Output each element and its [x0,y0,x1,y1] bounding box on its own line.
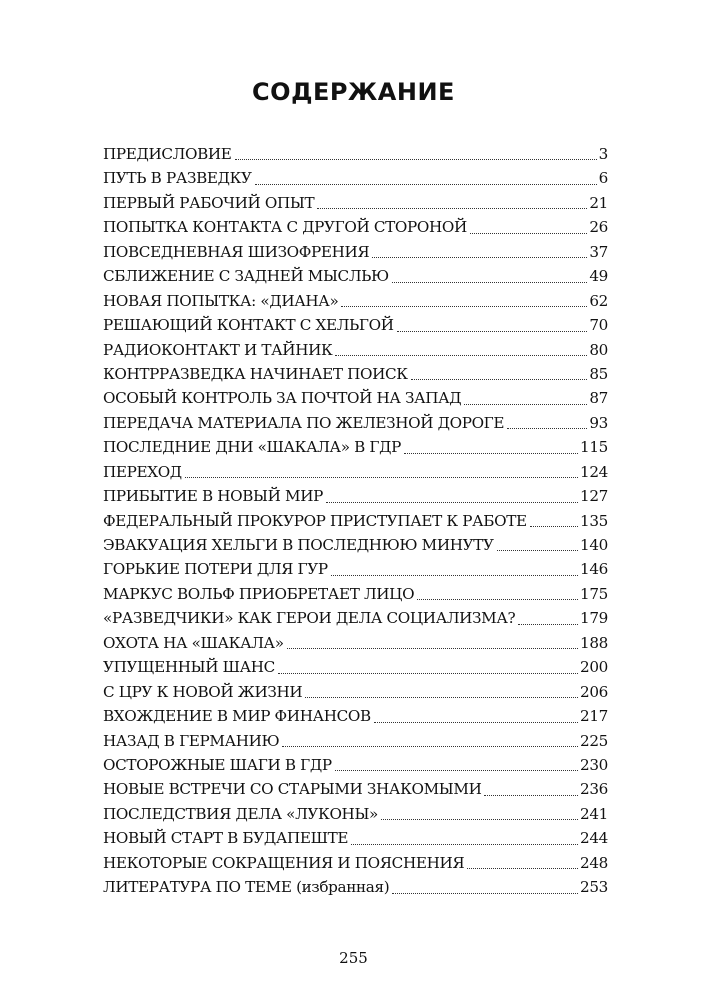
toc-entry-page: 87 [589,389,608,408]
dot-leader [392,893,578,894]
toc-entry-title: ОСОБЫЙ КОНТРОЛЬ ЗА ПОЧТОЙ НА ЗАПАД [103,389,462,408]
dot-leader [497,550,578,551]
toc-entry-title: ПОПЫТКА КОНТАКТА С ДРУГОЙ СТОРОНОЙ [103,218,467,237]
dot-leader [255,184,597,185]
toc-entry[interactable] [103,411,608,435]
toc-entry-title: ВХОЖДЕНИЕ В МИР ФИНАНСОВ [103,707,371,726]
toc-entry-title: ПОСЛЕДСТВИЯ ДЕЛА «ЛУКОНЫ» [103,804,378,823]
toc-entry-page: 200 [580,658,608,677]
dot-leader [464,404,587,405]
dot-leader [381,819,578,820]
toc-entry-title: С ЦРУ К НОВОЙ ЖИЗНИ [103,682,303,701]
toc-entry-page: 135 [580,511,608,530]
toc-entry[interactable] [103,802,608,826]
toc-entry-page: 6 [598,169,608,188]
toc-entry-page: 124 [580,462,608,481]
toc-entry-page: 26 [589,218,608,237]
toc-entry-title: ПУТЬ В РАЗВЕДКУ [103,169,252,188]
toc-entry[interactable] [103,582,608,606]
toc-entry-page: 21 [589,193,608,212]
toc-entry-title: ОХОТА НА «ШАКАЛА» [103,633,284,652]
toc-entry-page: 80 [589,340,608,359]
toc-entry-page: 115 [580,438,608,457]
toc-entry[interactable] [103,386,608,410]
toc-entry[interactable] [103,533,608,557]
dot-leader [305,697,578,698]
toc-entry-page: 49 [589,267,608,286]
toc-entry-page: 140 [580,536,608,554]
toc-entry[interactable] [103,851,608,875]
toc-entry[interactable] [103,680,608,704]
dot-leader [235,159,597,160]
toc-entry-title: РАДИОКОНТАКТ И ТАЙНИК [103,340,333,359]
toc-entry-page: 217 [580,707,608,726]
toc-entry[interactable] [103,264,608,288]
toc-entry[interactable] [103,606,608,630]
dot-leader [518,624,578,625]
toc-entry-page: 248 [580,853,608,872]
toc-entry-page: 241 [580,804,608,823]
toc-entry-title: ФЕДЕРАЛЬНЫЙ ПРОКУРОР ПРИСТУПАЕТ К РАБОТЕ [103,511,527,530]
toc-entry-title: ПЕРВЫЙ РАБОЧИЙ ОПЫТ [103,193,315,212]
toc-entry[interactable] [103,826,608,850]
toc-entry-title: НОВАЯ ПОПЫТКА: «ДИАНА» [103,291,339,310]
dot-leader [397,331,588,332]
toc-entry-title: ПЕРЕДАЧА МАТЕРИАЛА ПО ЖЕЛЕЗНОЙ ДОРОГЕ [103,413,505,432]
toc-entry-title: ПРИБЫТИЕ В НОВЫЙ МИР [103,487,323,506]
toc-entry-page: 146 [580,560,608,579]
toc-entry[interactable] [103,460,608,484]
toc-entry-page: 93 [589,413,608,432]
toc-entry-page: 253 [580,878,608,897]
toc-entry[interactable] [103,240,608,264]
dot-leader [341,306,587,307]
toc-entry-page: 3 [598,145,608,163]
toc-entry-title: КОНТРРАЗВЕДКА НАЧИНАЕТ ПОИСК [103,364,408,383]
dot-leader [278,673,578,674]
toc-entry-title: «РАЗВЕДЧИКИ» КАК ГЕРОИ ДЕЛА СОЦИАЛИЗМА? [103,609,516,628]
toc-entry-title: НОВЫЕ ВСТРЕЧИ СО СТАРЫМИ ЗНАКОМЫМИ [103,780,482,799]
dot-leader [484,795,578,796]
dot-leader [287,648,578,649]
dot-leader [374,722,578,723]
dot-leader [185,477,578,478]
toc-entry-title: НОВЫЙ СТАРТ В БУДАПЕШТЕ [103,829,349,848]
dot-leader [470,233,587,234]
toc-entry[interactable] [103,753,608,777]
toc-entry[interactable] [103,704,608,728]
toc-entry[interactable] [103,435,608,459]
toc-entry-page: 206 [580,682,608,701]
toc-entry-page: 225 [580,731,608,750]
toc-entry[interactable] [103,289,608,313]
toc-entry[interactable] [103,655,608,679]
toc-entry-title: ПРЕДИСЛОВИЕ [103,145,232,163]
toc-entry-page: 179 [580,609,608,628]
dot-leader [404,453,578,454]
toc-entry[interactable] [103,557,608,581]
dot-leader [417,599,578,600]
toc-entry-title: НАЗАД В ГЕРМАНИЮ [103,731,280,750]
dot-leader [411,379,588,380]
toc-entry[interactable] [103,166,608,190]
toc-entry[interactable] [103,313,608,337]
toc-entry-title: ПОВСЕДНЕВНАЯ ШИЗОФРЕНИЯ [103,242,370,261]
toc-entry[interactable] [103,875,608,899]
dot-leader [392,282,588,283]
toc-entry[interactable] [103,729,608,753]
toc-entry-title: ЭВАКУАЦИЯ ХЕЛЬГИ В ПОСЛЕДНЮЮ МИНУТУ [103,536,494,554]
dot-leader [530,526,578,527]
dot-leader [282,746,578,747]
toc-entry[interactable] [103,631,608,655]
dot-leader [317,208,587,209]
toc-entry[interactable] [103,191,608,215]
toc-entry[interactable] [103,509,608,533]
page-number: 255 [339,949,368,967]
toc-entry-title: СБЛИЖЕНИЕ С ЗАДНЕЙ МЫСЛЬЮ [103,267,389,286]
toc-entry-title: РЕШАЮЩИЙ КОНТАКТ С ХЕЛЬГОЙ [103,316,394,335]
toc-entry[interactable] [103,484,608,508]
toc-entry-page: 37 [589,242,608,261]
toc-entry-page: 62 [589,291,608,310]
dot-leader [331,575,578,576]
toc-entry[interactable] [103,777,608,801]
toc-entry-title: ГОРЬКИЕ ПОТЕРИ ДЛЯ ГУР [103,560,328,579]
dot-leader [335,770,578,771]
toc-entry-page: 85 [589,364,608,383]
toc-entry-title: ОСТОРОЖНЫЕ ШАГИ В ГДР [103,755,332,774]
toc-entry-page: 70 [589,316,608,335]
dot-leader [351,844,578,845]
toc-entry-title: ПОСЛЕДНИЕ ДНИ «ШАКАЛА» В ГДР [103,438,401,457]
toc-entry-title: УПУЩЕННЫЙ ШАНС [103,658,275,677]
toc-entry[interactable] [103,362,608,386]
toc-entry-page: 175 [580,584,608,603]
toc-entry-page: 244 [580,829,608,848]
toc-entry-title: ЛИТЕРАТУРА ПО ТЕМЕ (избранная) [103,878,390,897]
toc-entry[interactable] [103,142,608,166]
dot-leader [372,257,587,258]
toc-entry-page: 127 [580,487,608,506]
toc-entry-page: 236 [580,780,608,799]
toc-entry[interactable] [103,338,608,362]
toc-entry[interactable] [103,215,608,239]
dot-leader [467,868,578,869]
toc-entry-page: 230 [580,755,608,774]
toc-entry-page: 188 [580,633,608,652]
dot-leader [507,428,587,429]
table-of-contents [103,142,608,900]
toc-entry-title: МАРКУС ВОЛЬФ ПРИОБРЕТАЕТ ЛИЦО [103,584,415,603]
dot-leader [335,355,587,356]
toc-entry-title: НЕКОТОРЫЕ СОКРАЩЕНИЯ И ПОЯСНЕНИЯ [103,853,465,872]
dot-leader [326,502,578,503]
toc-entry-title: ПЕРЕХОД [103,462,182,481]
page-title: СОДЕРЖАНИЕ [252,78,455,107]
